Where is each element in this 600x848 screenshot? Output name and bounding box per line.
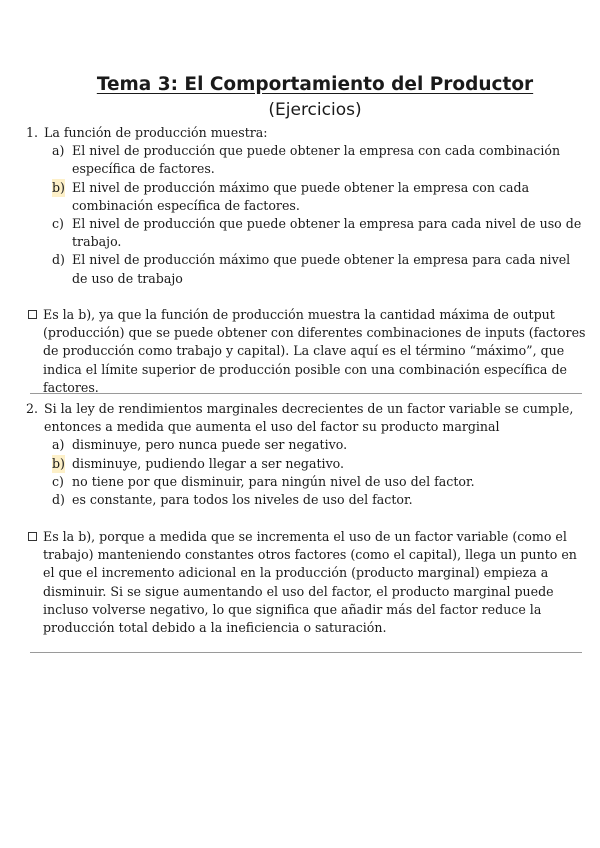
options-list bbox=[26, 142, 586, 288]
question-number: 2. bbox=[26, 401, 39, 416]
page-subtitle: (Ejercicios) bbox=[268, 100, 362, 120]
option-text: es constante, para todos los niveles de uso del factor. bbox=[72, 492, 413, 508]
option-b bbox=[26, 455, 586, 473]
option-letter: a) bbox=[52, 437, 65, 453]
option-letter: c) bbox=[52, 216, 64, 232]
option-b bbox=[26, 179, 586, 215]
option-letter: d) bbox=[52, 492, 65, 508]
option-d bbox=[26, 251, 586, 287]
option-letter: a) bbox=[52, 143, 65, 159]
question-stem: La función de producción muestra: bbox=[44, 125, 268, 140]
question-2 bbox=[26, 400, 586, 509]
option-a bbox=[26, 142, 586, 178]
divider bbox=[30, 393, 582, 394]
option-a bbox=[26, 436, 586, 454]
option-text: El nivel de producción máximo que puede obtener la empresa con cada combinación específica de factores. bbox=[72, 179, 530, 213]
options-list bbox=[26, 436, 586, 509]
checkbox-icon[interactable] bbox=[28, 310, 37, 319]
option-text: El nivel de producción que puede obtener la empresa con cada combinación específica de factores. bbox=[72, 143, 561, 177]
answer-1 bbox=[26, 306, 586, 397]
checkbox-icon[interactable] bbox=[28, 532, 37, 541]
answer-text: Es la b), ya que la función de producción muestra la cantidad máxima de output (producción) que se puede obtener con diferentes combinaciones de inputs (factores de producción como trabajo y capital). La clave aquí es el término “máximo”, que indica el límite superior de producción posible con una combinación específica de factores. bbox=[43, 307, 586, 395]
answer-text: Es la b), porque a medida que se incrementa el uso de un factor variable (como el trabajo) manteniendo constantes otros factores (como el capital), llega un punto en el que el incremento adicional en la producción (producto marginal) empieza a disminuir. Si se sigue aumentando el uso del factor, el producto marginal puede incluso volverse negativo, lo que significa que añadir más del factor reduce la producción total debido a la ineficiencia o saturación. bbox=[43, 529, 577, 636]
option-c bbox=[26, 215, 586, 251]
question-1 bbox=[26, 124, 586, 288]
option-text: no tiene por que disminuir, para ningún nivel de uso del factor. bbox=[72, 473, 475, 489]
option-text: El nivel de producción que puede obtener la empresa para cada nivel de uso de trabajo. bbox=[72, 216, 582, 250]
option-letter: d) bbox=[52, 252, 65, 268]
page-title: Tema 3: El Comportamiento del Productor bbox=[96, 74, 534, 95]
option-letter-highlighted: b) bbox=[52, 455, 65, 473]
option-text: disminuye, pero nunca puede ser negativo. bbox=[72, 437, 348, 453]
option-text: El nivel de producción máximo que puede obtener la empresa para cada nivel de uso de trabajo bbox=[72, 252, 571, 286]
option-d bbox=[26, 491, 586, 509]
option-text: disminuye, pudiendo llegar a ser negativo. bbox=[72, 455, 345, 471]
question-number: 1. bbox=[26, 125, 39, 140]
option-letter-highlighted: b) bbox=[52, 179, 65, 197]
option-letter: c) bbox=[52, 473, 64, 489]
divider bbox=[30, 652, 582, 653]
option-c bbox=[26, 473, 586, 491]
question-stem: Si la ley de rendimientos marginales decrecientes de un factor variable se cumple, entonces a medida que aumenta el uso del factor su producto marginal bbox=[44, 401, 574, 435]
answer-2 bbox=[26, 528, 586, 637]
